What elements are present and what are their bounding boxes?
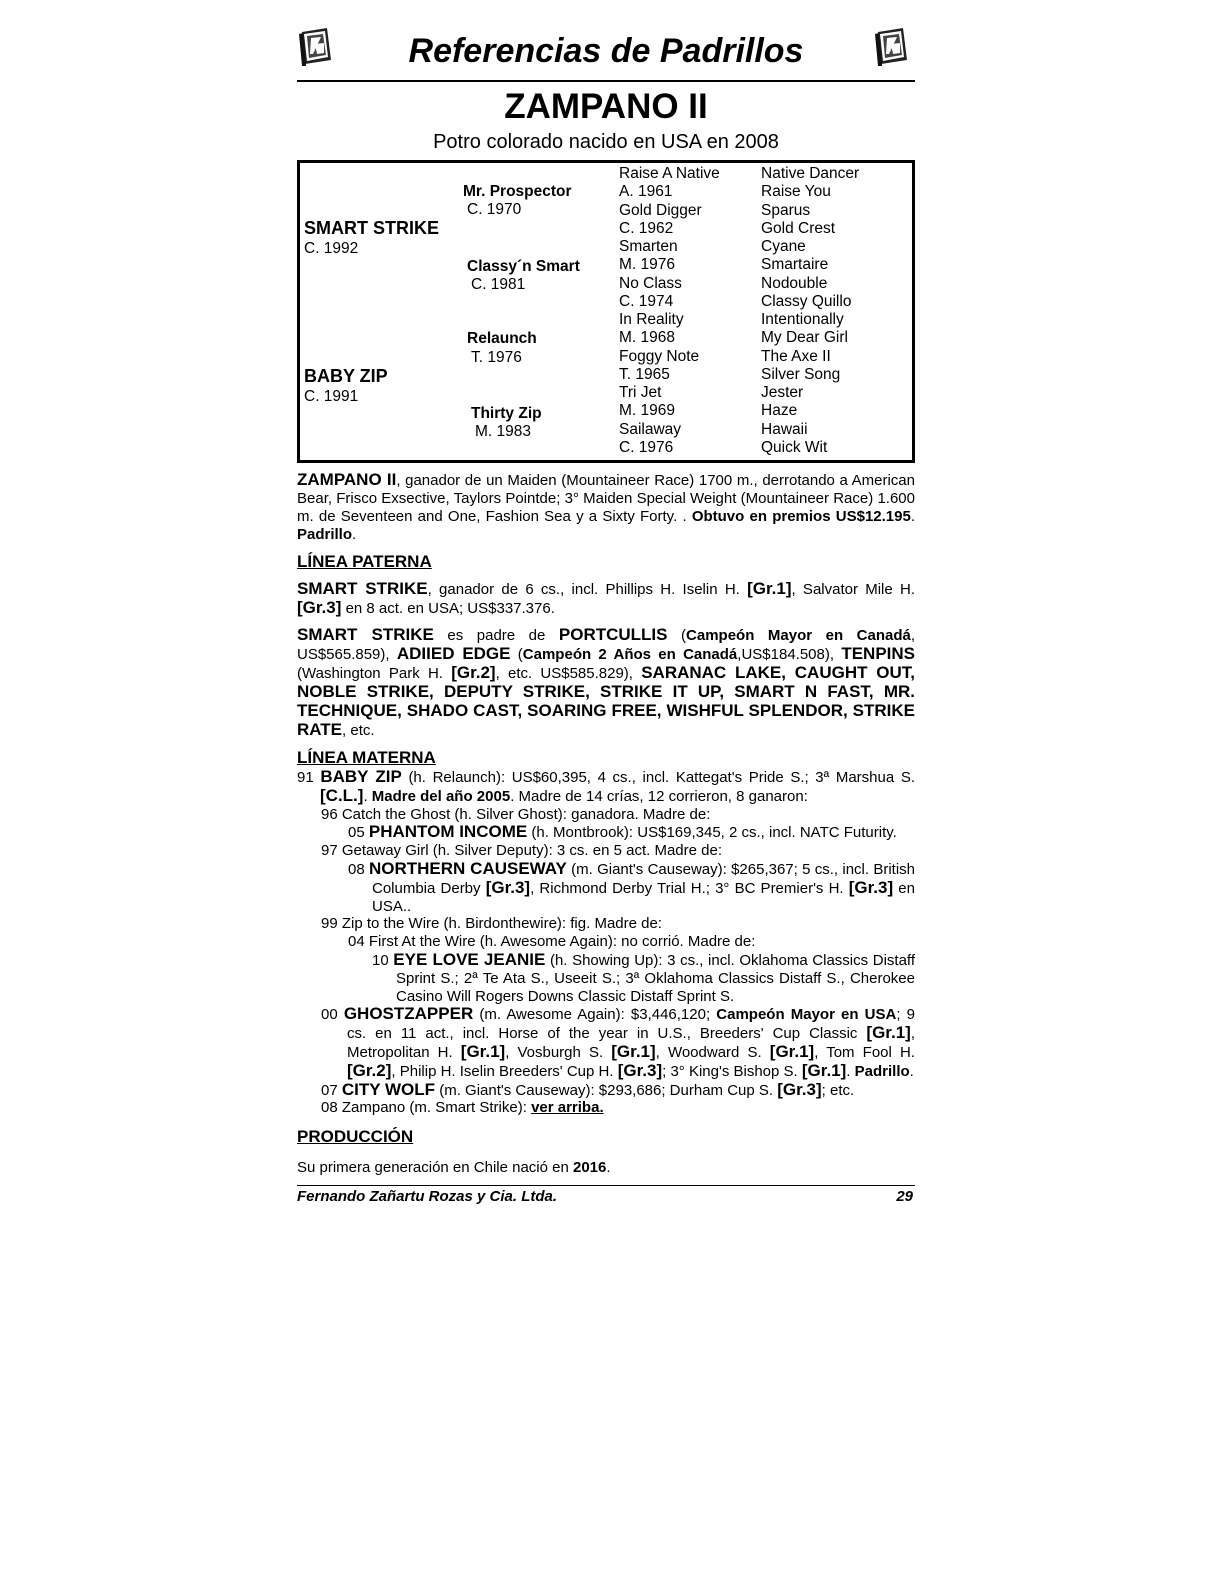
pedigree-sire-year: C. 1992 [304,240,359,257]
entry-year: 05 [348,824,369,842]
grade-badge: [C.L.] [320,785,364,805]
paterna-text: es padre de [433,627,559,644]
offspring-name: ADIIED EDGE [396,644,511,663]
pedigree-gen4-cell: Jester [761,384,804,401]
grade-badge: [Gr.3] [617,1060,663,1080]
pedigree-sire-dam-year: C. 1981 [471,276,526,293]
pedigree-gen4-cell: Intentionally [761,311,844,328]
pedigree-gen4-cell: Sparus [761,201,811,219]
entry-text: (m. Giant's Causeway): $265,367; 5 cs., incl. British Columbia Derby [372,860,915,897]
entry-name: GHOSTZAPPER [343,1004,474,1024]
grade-badge: [Gr.3] [848,877,894,897]
materna-entry: 99 Zip to the Wire (h. Birdonthewire): fig. Madre de: [321,915,662,933]
pedigree-gen3-cell: C. 1962 [619,219,674,237]
pedigree-sire-sire-year: C. 1970 [467,201,522,218]
offspring-name: PORTCULLIS [558,625,668,644]
pedigree-gen4-cell: The Axe II [761,347,831,365]
pedigree-gen3-cell: M. 1976 [619,256,676,274]
pedigree-gen3-cell: Foggy Note [619,347,700,365]
intro-paragraph [297,471,915,544]
materna-entry [348,823,915,842]
entry-text: (m. Giant's Causeway): $293,686; Durham Cup S. [435,1081,778,1099]
pedigree-gen3-cell: Tri Jet [619,384,662,401]
entry-name: BABY ZIP [320,767,402,786]
page-footer [297,1185,915,1208]
pedigree-gen3-cell: C. 1974 [619,292,674,310]
sire-name: SMART STRIKE [297,579,428,598]
produccion-year: 2016 [573,1159,607,1177]
grade-badge: [Gr.3] [297,598,342,617]
paterna-text: ,US$184.508), [737,646,842,663]
materna-entry [297,768,915,806]
pedigree-gen4-cell: Haze [761,402,798,420]
entry-text: , Tom Fool H. [814,1043,915,1061]
entry-name: NORTHERN CAUSEWAY [368,858,567,878]
page-number: 29 [896,1188,913,1206]
pedigree-gen3-cell: Raise A Native [619,165,720,182]
pedigree-dam-dam-year: M. 1983 [475,423,532,440]
pedigree-gen4-cell: Gold Crest [761,219,836,237]
pedigree-gen3-cell: Sailaway [619,420,682,438]
offspring-name: TENPINS [841,644,915,663]
materna-entry [348,860,915,915]
pedigree-dam-dam: Thirty Zip [471,405,542,422]
pedigree-sire: SMART STRIKE [304,218,439,238]
grade-badge: [Gr.1] [460,1041,506,1061]
pedigree-dam-sire: Relaunch [467,330,537,347]
grade-badge: [Gr.1] [801,1060,847,1080]
championship: Campeón 2 Años en Canadá [522,646,738,663]
entry-honor: Padrillo [854,1062,910,1080]
entry-text: (h. Showing Up): 3 cs., incl. Oklahoma Classics Distaff Sprint S.; 2ª Te Ata S., Useeit S.; 3ª Oklahoma Classics Distaff S., Cherokee Casino Will Rogers Downs Classic Distaff Sprint S. [396,951,915,1005]
produccion-text: Su primera generación en Chile nació en [297,1159,573,1177]
entry-text: . Madre de 14 crías, 12 corrieron, 8 ganaron: [510,787,808,805]
entry-text: (m. Awesome Again): $3,446,120; [473,1006,717,1024]
entry-year: 91 [297,769,321,786]
entry-text: , Metropolitan H. [347,1025,915,1061]
pedigree-gen3-cell: M. 1968 [619,329,676,347]
materna-entry: 97 Getaway Girl (h. Silver Deputy): 3 cs. en 5 act. Madre de: [321,842,723,860]
intro-text: . [352,526,357,543]
entry-text: . [846,1062,855,1080]
grade-badge: [Gr.3] [485,877,531,897]
offspring-list: SARANAC LAKE, CAUGHT OUT, NOBLE STRIKE, DEPUTY STRIKE, STRIKE IT UP, SMART N FAST, MR. TECHNIQUE, SHADO CAST, SOARING FREE, WISHFUL SPLENDOR, STRIKE RATE [297,663,915,739]
entry-text: (h. Relaunch): US$60,395, 4 cs., incl. Kattegat's Pride S.; 3ª Marshua S. [401,769,915,786]
entry-name: EYE LOVE JEANIE [393,949,546,969]
championship: Campeón Mayor en Canadá [686,627,911,644]
pedigree-gen4-cell: Smartaire [761,256,829,274]
document-page [297,18,915,1208]
entry-year: 07 [321,1081,342,1099]
pedigree-gen3-cell: C. 1976 [619,438,674,456]
paterna-text: , US$565.859), [297,627,916,663]
materna-entry: 04 First At the Wire (h. Awesome Again): no corrió. Madre de: [348,933,756,951]
championship: Campeón Mayor en USA [716,1006,897,1024]
entry-honor: Madre del año 2005 [371,787,511,805]
materna-entry [321,1081,915,1100]
paterna-paragraph-2 [297,626,915,740]
pedigree-gen3-cell: M. 1969 [619,402,676,420]
pedigree-gen3-cell: Smarten [619,238,678,255]
pedigree-gen3-cell: A. 1961 [619,183,673,201]
intro-horse-name: ZAMPANO II [297,470,397,489]
pedigree-dam: BABY ZIP [304,366,388,386]
section-heading-produccion: PRODUCCIÓN [297,1127,414,1147]
paterna-paragraph-1 [297,580,915,618]
logo-icon [873,24,911,68]
paterna-text: ( [667,627,687,644]
entry-year: 10 [372,951,394,969]
materna-entry [321,1005,915,1080]
entry-year: 08 [348,860,369,878]
entry-text: ; etc. [821,1081,855,1099]
intro-padrillo: Padrillo [297,526,353,543]
entry-text: ; 3° King's Bishop S. [662,1062,802,1080]
sire-name: SMART STRIKE [297,625,434,644]
paterna-text: , Salvator Mile H. [791,581,916,598]
materna-entry [321,1099,915,1117]
pedigree-gen4-cell: Cyane [761,238,806,255]
paterna-text: , etc. [342,722,375,739]
header-title: Referencias de Padrillos [408,32,804,70]
pedigree-gen3-cell: Gold Digger [619,201,702,219]
entry-text: ; 9 cs. en 11 act., incl. Horse of the year in U.S., Breeders' Cup Classic [347,1006,916,1043]
horse-name: ZAMPANO II [504,87,708,126]
entry-text: . [363,787,372,805]
materna-entry: 96 Catch the Ghost (h. Silver Ghost): ganadora. Madre de: [321,805,711,823]
pedigree-gen4-cell: Native Dancer [761,165,860,182]
pedigree-gen3-cell: T. 1965 [619,365,670,383]
paterna-text: , ganador de 6 cs., incl. Phillips H. Iselin H. [427,581,748,598]
paterna-text: (Washington Park H. [297,665,452,682]
materna-entry [372,951,915,1005]
paterna-text: en 8 act. en USA; US$337.376. [341,600,555,617]
horse-subtitle: Potro colorado nacido en USA en 2008 [433,131,779,153]
pedigree-sire-sire: Mr. Prospector [463,183,572,200]
entry-text: , Vosburgh S. [505,1043,612,1061]
footer-company: Fernando Zañartu Rozas y Cia. Ltda. [297,1188,558,1206]
pedigree-sire-dam: Classy´n Smart [467,258,580,275]
entry-text: (h. Montbrook): US$169,345, 2 cs., incl. NATC Futurity. [527,824,897,842]
entry-text: , Woodward S. [655,1043,770,1061]
pedigree-gen3-cell: No Class [619,274,682,292]
grade-badge: [Gr.2] [347,1060,392,1080]
pedigree-gen4-cell: Nodouble [761,274,828,292]
grade-badge: [Gr.1] [866,1023,911,1043]
entry-text: , Philip H. Iselin Breeders' Cup H. [391,1062,618,1080]
pedigree-table [297,160,915,463]
pedigree-gen3-cell: In Reality [619,311,684,328]
paterna-text: ( [510,646,523,663]
entry-text: . [909,1062,914,1080]
pedigree-dam-sire-year: T. 1976 [471,349,522,366]
entry-year: 00 [321,1006,344,1024]
entry-name: CITY WOLF [341,1079,436,1099]
grade-badge: [Gr.1] [611,1041,656,1061]
page-header [297,18,915,82]
pedigree-gen4-cell: Quick Wit [761,438,828,456]
pedigree-gen4-cell: My Dear Girl [761,329,848,347]
produccion-text: . [606,1159,611,1177]
entry-text: 08 Zampano (m. Smart Strike): [321,1099,532,1117]
pedigree-gen4-cell: Raise You [761,183,831,201]
grade-badge: [Gr.3] [777,1079,822,1099]
grade-badge: [Gr.2] [451,663,496,682]
pedigree-dam-year: C. 1991 [304,388,359,405]
entry-name: PHANTOM INCOME [368,822,528,842]
entry-text: en USA.. [372,879,915,915]
grade-badge: [Gr.1] [769,1041,815,1061]
produccion-paragraph [297,1159,915,1177]
section-heading-materna: LÍNEA MATERNA [297,748,436,767]
entry-text: , Richmond Derby Trial H.; 3° BC Premier's H. [530,879,849,897]
section-heading-paterna: LÍNEA PATERNA [297,552,432,571]
paterna-text: , etc. US$585.829), [495,665,642,682]
intro-text: . [910,508,915,525]
grade-badge: [Gr.1] [747,579,792,598]
pedigree-gen4-cell: Silver Song [761,365,841,383]
pedigree-gen4-cell: Classy Quillo [761,292,852,310]
intro-earnings: Obtuvo en premios US$12.195 [691,508,911,525]
pedigree-gen4-cell: Hawaii [761,420,808,438]
intro-text: , ganador de un Maiden (Mountaineer Race) 1700 m., derrotando a American Bear, Frisco Exsective, Taylors Pointde; 3° Maiden Special Weight (Mountaineer Race) 1.600 m. de Seventeen and One, Fashion Sea y a Sixty Forty. . [297,472,915,525]
see-above-link[interactable]: ver arriba. [531,1099,604,1117]
